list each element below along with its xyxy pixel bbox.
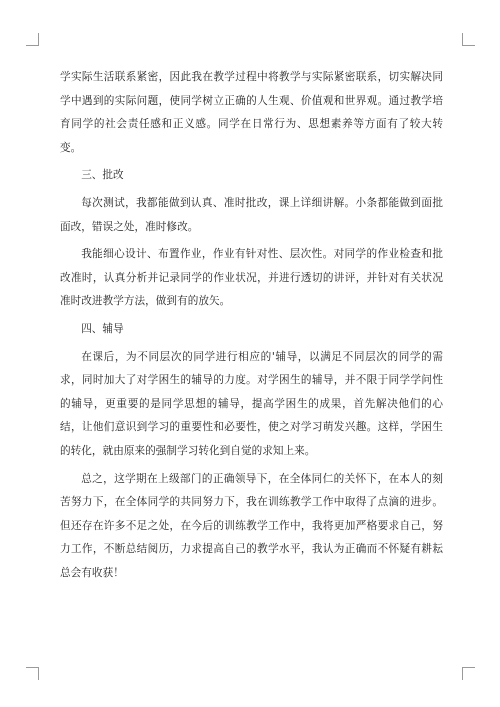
section-heading-tutoring: 四、辅导 [81,322,124,335]
crop-mark-bottom-left [26,667,39,680]
document-body [60,66,443,589]
paragraph-summary: 总之，这学期在上级部门的正确领导下，在全体同仁的关怀下，在本人的刻苦努力下，在全体同学的共同努力下，我在训练教学工作中取得了点滴的进步。但还存在许多不足之处，在今后的训练教学工作中，我将更加严格要求自己，努力工作，不断总结阅历，力求提高自己的教学水平，我认为正确而不怀疑有耕耘总会有收获！ [60,472,443,579]
section-heading-grading: 三、批改 [81,169,124,182]
crop-mark-top-left [26,33,39,46]
paragraph-testing: 每次测试，我都能做到认真、准时批改，课上详细讲解。小条都能做到面批面改，错误之处，准时修改。 [60,196,443,233]
crop-mark-top-right [462,33,475,46]
paragraph-continued: 学实际生活联系紧密，因此我在教学过程中将教学与实际紧密联系，切实解决同学中遇到的实际问题，使同学树立正确的人生观、价值观和世界观。通过教学培育同学的社会责任感和正义感。同学在日常行为、思想素养等方面有了较大转变。 [60,71,443,154]
crop-mark-bottom-right [462,667,475,680]
paragraph-homework: 我能细心设计、布置作业，作业有针对性、层次性。对同学的作业检查和批改准时，认真分析并记录同学的作业状况，并进行透切的讲评，并针对有关状况准时改进教学方法，做到有的放矢。 [60,248,443,308]
paragraph-tutoring: 在课后，为不同层次的同学进行相应的'辅导，以满足不同层次的同学的需求，同时加大了对学困生的辅导的力度。对学困生的辅导，并不限于同学学问性的辅导，更重要的是同学思想的辅导，提高学困生的成果，首先解决他们的心结，让他们意识到学习的重要性和必要性，使之对学习萌发兴趣。这样，学困生的转化，就由原来的强制学习转化到自觉的求知上来。 [60,350,443,457]
